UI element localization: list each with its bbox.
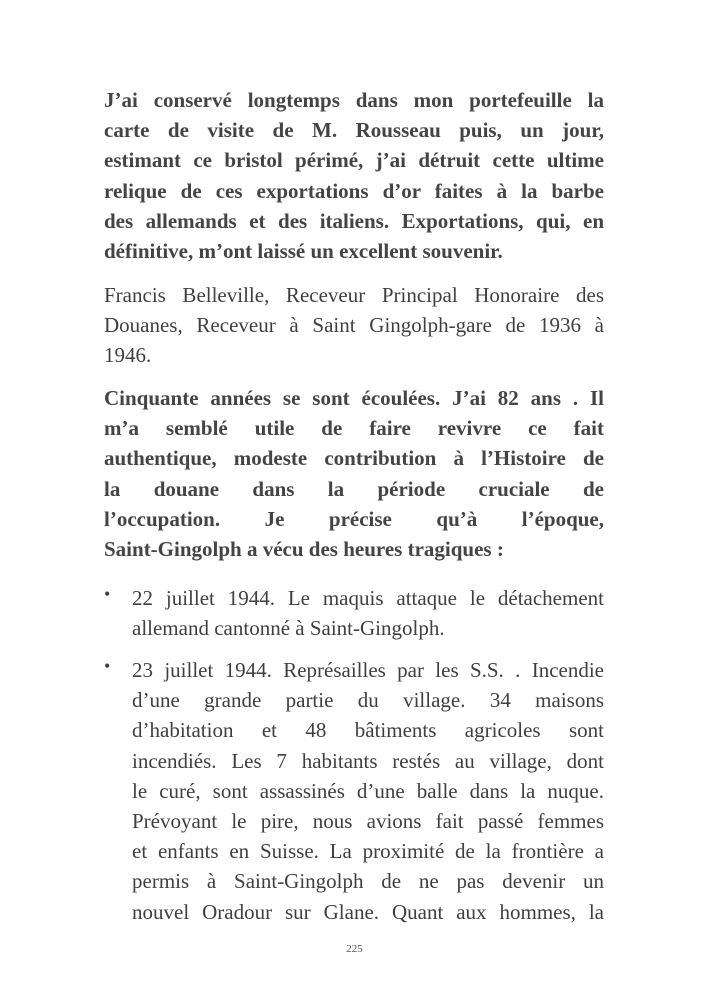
- paragraph-3: [104, 383, 604, 564]
- text-line: Francis Belleville, Receveur Principal Honoraire des: [104, 283, 604, 307]
- bullet-icon: •: [104, 584, 111, 604]
- text-line: l’occupation. Je précise qu’à l’époque,: [104, 506, 604, 531]
- paragraph-1: [104, 85, 604, 266]
- text-line: le curé, sont assassinés d’une balle dans la nuque.: [132, 778, 604, 803]
- text-line: 1946.: [104, 343, 152, 368]
- text-line: J’ai conservé longtemps dans mon portefeuille la: [104, 88, 604, 112]
- bullet-item-2: [104, 655, 604, 927]
- text-line: carte de visite de M. Rousseau puis, un jour,: [104, 118, 604, 143]
- text-line: estimant ce bristol périmé, j’ai détruit cette ultime: [104, 148, 604, 173]
- bullet-icon: •: [104, 656, 111, 676]
- text-line: Saint-Gingolph a vécu des heures tragiques :: [104, 536, 504, 561]
- text-line: Douanes, Receveur à Saint Gingolph-gare de 1936 à: [104, 313, 604, 338]
- text-line: nouvel Oradour sur Glane. Quant aux hommes, la: [132, 899, 604, 924]
- text-line: Cinquante années se sont écoulées. J’ai 82 ans . Il: [104, 386, 604, 410]
- text-line: incendiés. Les 7 habitants restés au village, dont: [132, 748, 604, 773]
- text-line: 23 juillet 1944. Représailles par les S.S. . Incendie: [132, 658, 604, 682]
- text-line: définitive, m’ont laissé un excellent souvenir.: [104, 238, 503, 263]
- page-number: 225: [346, 943, 363, 955]
- text-line: la douane dans la période cruciale de: [104, 476, 604, 501]
- text-line: d’une grande partie du village. 34 maisons: [132, 688, 604, 713]
- text-line: permis à Saint-Gingolph de ne pas devenir un: [132, 869, 604, 894]
- text-line: m’a semblé utile de faire revivre ce fait: [104, 416, 604, 441]
- text-line: allemand cantonné à Saint-Gingolph.: [132, 616, 445, 641]
- text-line: et enfants en Suisse. La proximité de la frontière a: [132, 839, 604, 864]
- text-line: d’habitation et 48 bâtiments agricoles sont: [132, 718, 604, 743]
- paragraph-signature: [104, 280, 604, 371]
- text-line: 22 juillet 1944. Le maquis attaque le détachement: [132, 586, 604, 610]
- text-line: des allemands et des italiens. Exportations, qui, en: [104, 208, 604, 233]
- text-line: authentique, modeste contribution à l’Histoire de: [104, 446, 604, 471]
- text-line: relique de ces exportations d’or faites à la barbe: [104, 178, 604, 203]
- text-line: Prévoyant le pire, nous avions fait passé femmes: [132, 808, 604, 833]
- bullet-item-1: [104, 583, 604, 643]
